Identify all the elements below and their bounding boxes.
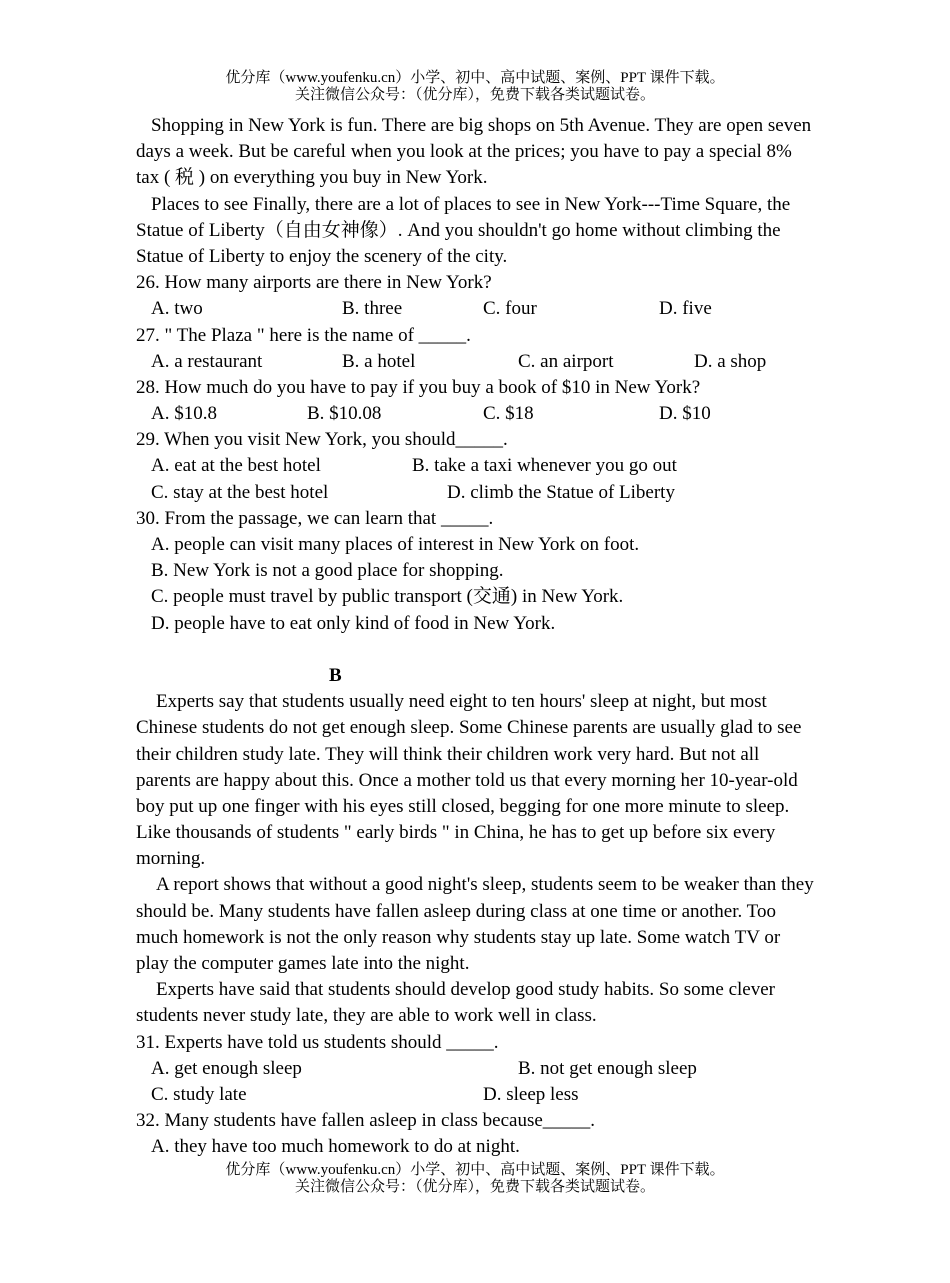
option-b: B. a hotel: [342, 350, 416, 372]
text-line: parents are happy about this. Once a mother told us that every morning her 10-year-old: [136, 769, 798, 791]
text-line: much homework is not the only reason why students stay up late. Some watch TV or: [136, 926, 781, 948]
text-line: Places to see Finally, there are a lot of places to see in New York---Time Square, the: [151, 193, 791, 215]
options-row: [136, 1082, 866, 1108]
text-line: Shopping in New York is fun. There are big shops on 5th Avenue. They are open seven: [151, 115, 812, 136]
text-line: morning.: [136, 848, 206, 870]
options-row: [136, 480, 866, 506]
passage-a-paragraph-1: [136, 113, 866, 192]
option-d: D. people have to eat only kind of food in New York.: [151, 612, 556, 634]
options-row: [136, 453, 866, 479]
option-a: A. get enough sleep: [151, 1057, 302, 1079]
options-row: [136, 1056, 866, 1082]
text-line: Statue of Liberty to enjoy the scenery of the city.: [136, 245, 508, 267]
question-32: [136, 1108, 866, 1160]
option-b: B. New York is not a good place for shopping.: [151, 560, 504, 582]
text-line: Like thousands of students " early birds " in China, he has to get up before six every: [136, 822, 776, 844]
question-28: [136, 375, 866, 427]
option-d: D. a shop: [694, 350, 767, 372]
question-31: [136, 1030, 866, 1109]
question-text: 26. How many airports are there in New York?: [136, 272, 492, 294]
text-line: Experts have said that students should develop good study habits. So some clever: [156, 979, 775, 1001]
header-line-2: 关注微信公众号：（优分库），免费下载各类试题试卷。: [294, 87, 655, 103]
question-29: [136, 427, 866, 506]
footer-line-1: 优分库（www.youfenku.cn）小学、初中、高中试题、案例、PPT 课件下载。: [225, 1162, 725, 1178]
option-c: C. an airport: [518, 350, 614, 372]
option-c: C. people must travel by public transport (交通) in New York.: [151, 586, 624, 608]
question-30: [136, 506, 866, 637]
text-line: Experts say that students usually need eight to ten hours' sleep at night, but most: [156, 691, 767, 713]
question-text: 31. Experts have told us students should _____.: [136, 1031, 499, 1053]
text-line: days a week. But be careful when you look at the prices; you have to pay a special 8%: [136, 141, 792, 163]
option-a: A. $10.8: [151, 403, 217, 425]
text-line: tax ( 税 ) on everything you buy in New York.: [136, 167, 488, 189]
text-line: their children study late. They will think their children work very hard. But not all: [136, 743, 760, 765]
question-26: [136, 270, 866, 322]
option-a: A. eat at the best hotel: [151, 455, 321, 477]
text-line: Statue of Liberty（自由女神像）. And you shouldn't go home without climbing the: [136, 219, 781, 241]
section-b-label: B: [329, 664, 342, 686]
document-body: [136, 113, 866, 1161]
text-line: Chinese students do not get enough sleep. Some Chinese parents are usually glad to see: [136, 717, 802, 739]
question-text: 32. Many students have fallen asleep in class because_____.: [136, 1110, 596, 1132]
section-heading: [136, 663, 866, 689]
passage-b-paragraph-3: [136, 977, 866, 1029]
option-b: B. three: [342, 298, 403, 320]
question-text: 29. When you visit New York, you should_____.: [136, 429, 508, 451]
question-text: 28. How much do you have to pay if you buy a book of $10 in New York?: [136, 376, 701, 398]
question-text: 27. " The Plaza " here is the name of _____.: [136, 324, 471, 346]
passage-b-paragraph-1: [136, 689, 866, 872]
text-line: students never study late, they are able to work well in class.: [136, 1005, 597, 1027]
passage-a-paragraph-2: [136, 192, 866, 271]
option-c: C. study late: [151, 1083, 247, 1105]
option-d: D. sleep less: [483, 1083, 579, 1105]
text-line: A report shows that without a good night's sleep, students seem to be weaker than they: [156, 874, 814, 896]
option-a: A. two: [151, 298, 203, 320]
options-row: [136, 296, 866, 322]
page-header: [0, 70, 950, 104]
header-line-1: 优分库（www.youfenku.cn）小学、初中、高中试题、案例、PPT 课件下载。: [225, 70, 725, 86]
option-b: B. $10.08: [307, 403, 382, 425]
option-c: C. stay at the best hotel: [151, 481, 329, 503]
footer-line-2: 关注微信公众号：（优分库），免费下载各类试题试卷。: [294, 1179, 655, 1195]
option-d: D. $10: [659, 403, 711, 425]
option-d: D. climb the Statue of Liberty: [447, 481, 675, 503]
options-row: [136, 401, 866, 427]
option-a: A. people can visit many places of interest in New York on foot.: [151, 534, 640, 555]
options-row: [136, 349, 866, 375]
passage-b-paragraph-2: [136, 872, 866, 977]
option-c: C. four: [483, 298, 537, 320]
option-b: B. not get enough sleep: [518, 1057, 697, 1079]
page-footer: [0, 1162, 950, 1196]
option-d: D. five: [659, 298, 712, 320]
text-line: play the computer games late into the night.: [136, 953, 470, 974]
question-27: [136, 323, 866, 375]
option-a: A. a restaurant: [151, 350, 263, 372]
option-c: C. $18: [483, 403, 534, 425]
option-a: A. they have too much homework to do at night.: [151, 1136, 520, 1158]
option-b: B. take a taxi whenever you go out: [412, 455, 677, 477]
question-text: 30. From the passage, we can learn that _____.: [136, 507, 494, 529]
text-line: should be. Many students have fallen asleep during class at one time or another. Too: [136, 900, 776, 922]
spacer: [136, 637, 866, 663]
text-line: boy put up one finger with his eyes still closed, begging for one more minute to sleep.: [136, 795, 790, 817]
